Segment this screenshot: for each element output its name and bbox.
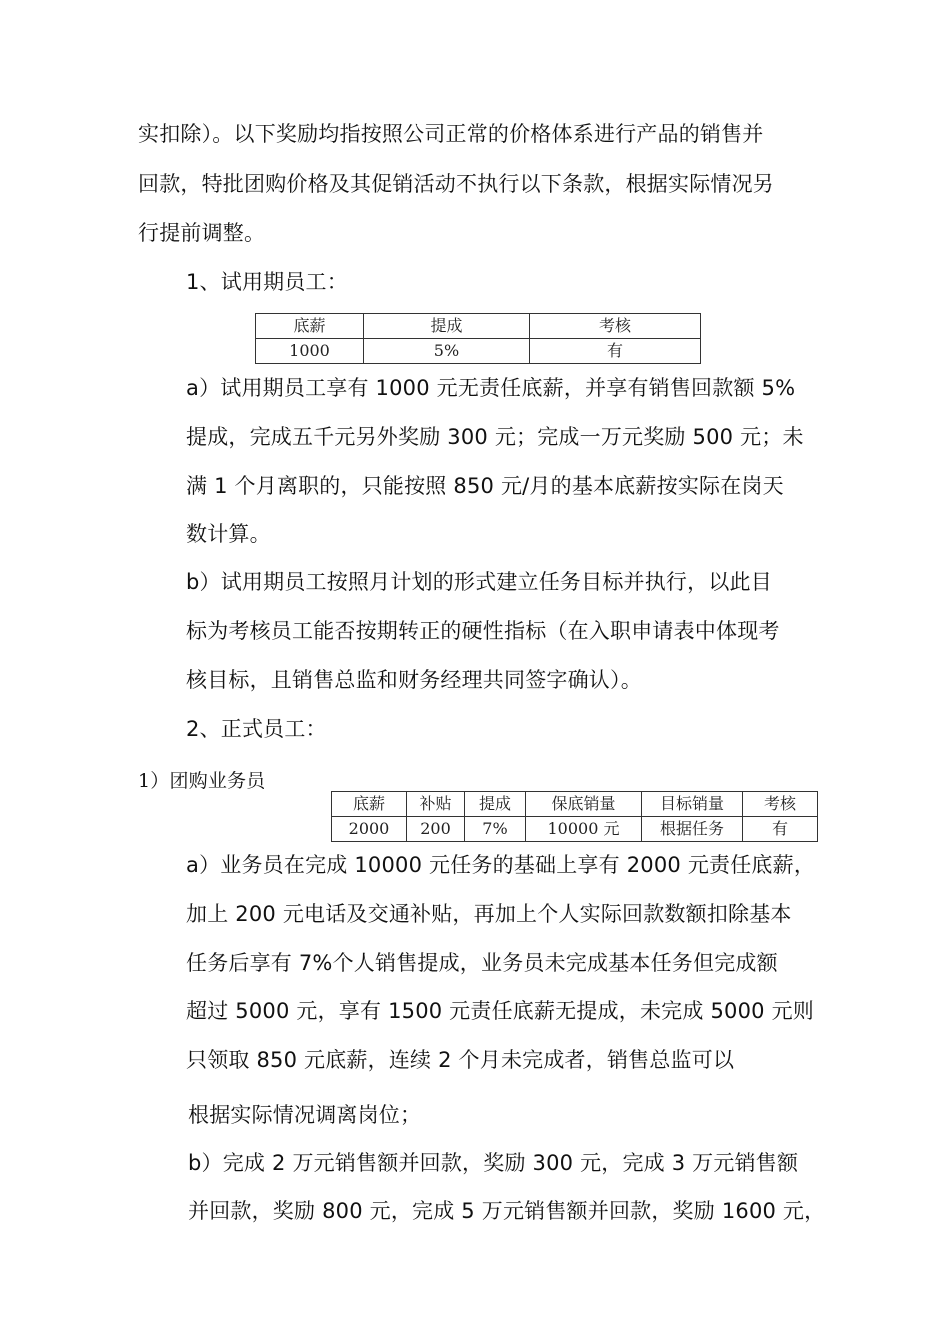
table-row (332, 817, 818, 842)
table-row (256, 339, 701, 364)
paragraph-line: 数计算。 (186, 522, 271, 546)
subsection-heading: 1）团购业务员 (138, 770, 266, 792)
paragraph-line: 提成，完成五千元另外奖励 300 元；完成一万元奖励 500 元；未 (186, 425, 804, 449)
paragraph-line: 行提前调整。 (138, 221, 266, 245)
table-cell: 有 (530, 339, 701, 364)
paragraph-line: a）试用期员工享有 1000 元无责任底薪，并享有销售回款额 5% (186, 376, 796, 400)
paragraph-line: 加上 200 元电话及交通补贴，再加上个人实际回款数额扣除基本 (186, 902, 792, 926)
paragraph-line: 任务后享有 7%个人销售提成，业务员未完成基本任务但完成额 (186, 951, 778, 975)
table-header-cell: 考核 (743, 792, 818, 817)
table-header-cell: 补贴 (407, 792, 465, 817)
table-header-cell: 保底销量 (526, 792, 642, 817)
table-header-row (332, 792, 818, 817)
table-cell: 200 (407, 817, 465, 842)
paragraph-line: b）试用期员工按照月计划的形式建立任务目标并执行，以此目 (186, 570, 772, 594)
paragraph-line: 回款，特批团购价格及其促销活动不执行以下条款，根据实际情况另 (138, 172, 774, 196)
paragraph-line: a）业务员在完成 10000 元任务的基础上享有 2000 元责任底薪， (186, 853, 816, 877)
table-cell: 10000 元 (526, 817, 642, 842)
paragraph-line: 满 1 个月离职的，只能按照 850 元/月的基本底薪按实际在岗天 (186, 474, 784, 498)
paragraph-line: b）完成 2 万元销售额并回款，奖励 300 元，完成 3 万元销售额 (188, 1151, 799, 1175)
table-cell: 7% (465, 817, 526, 842)
section-heading-regular: 2、正式员工： (186, 717, 327, 741)
paragraph-line: 根据实际情况调离岗位； (188, 1103, 422, 1127)
table-cell: 2000 (332, 817, 407, 842)
paragraph-line: 只领取 850 元底薪，连续 2 个月未完成者，销售总监可以 (186, 1048, 735, 1072)
table-cell: 5% (364, 339, 530, 364)
table-header-cell: 提成 (364, 314, 530, 339)
section-heading-probation: 1、试用期员工： (186, 270, 348, 294)
table-header-cell: 提成 (465, 792, 526, 817)
paragraph-line: 超过 5000 元，享有 1500 元责任底薪无提成，未完成 5000 元则 (186, 999, 814, 1023)
paragraph-line: 核目标，且销售总监和财务经理共同签字确认）。 (186, 668, 642, 692)
table-header-cell: 考核 (530, 314, 701, 339)
table-cell: 根据任务 (642, 817, 743, 842)
paragraph-line: 并回款，奖励 800 元，完成 5 万元销售额并回款，奖励 1600 元， (188, 1199, 826, 1223)
table-header-cell: 目标销量 (642, 792, 743, 817)
paragraph-line: 标为考核员工能否按期转正的硬性指标（在入职申请表中体现考 (186, 619, 780, 643)
table-cell: 1000 (256, 339, 364, 364)
paragraph-line: 实扣除）。以下奖励均指按照公司正常的价格体系进行产品的销售并 (138, 122, 764, 146)
table-header-row (256, 314, 701, 339)
probation-salary-table (255, 313, 701, 364)
table-header-cell: 底薪 (332, 792, 407, 817)
salesperson-salary-table (331, 791, 818, 842)
table-header-cell: 底薪 (256, 314, 364, 339)
table-cell: 有 (743, 817, 818, 842)
